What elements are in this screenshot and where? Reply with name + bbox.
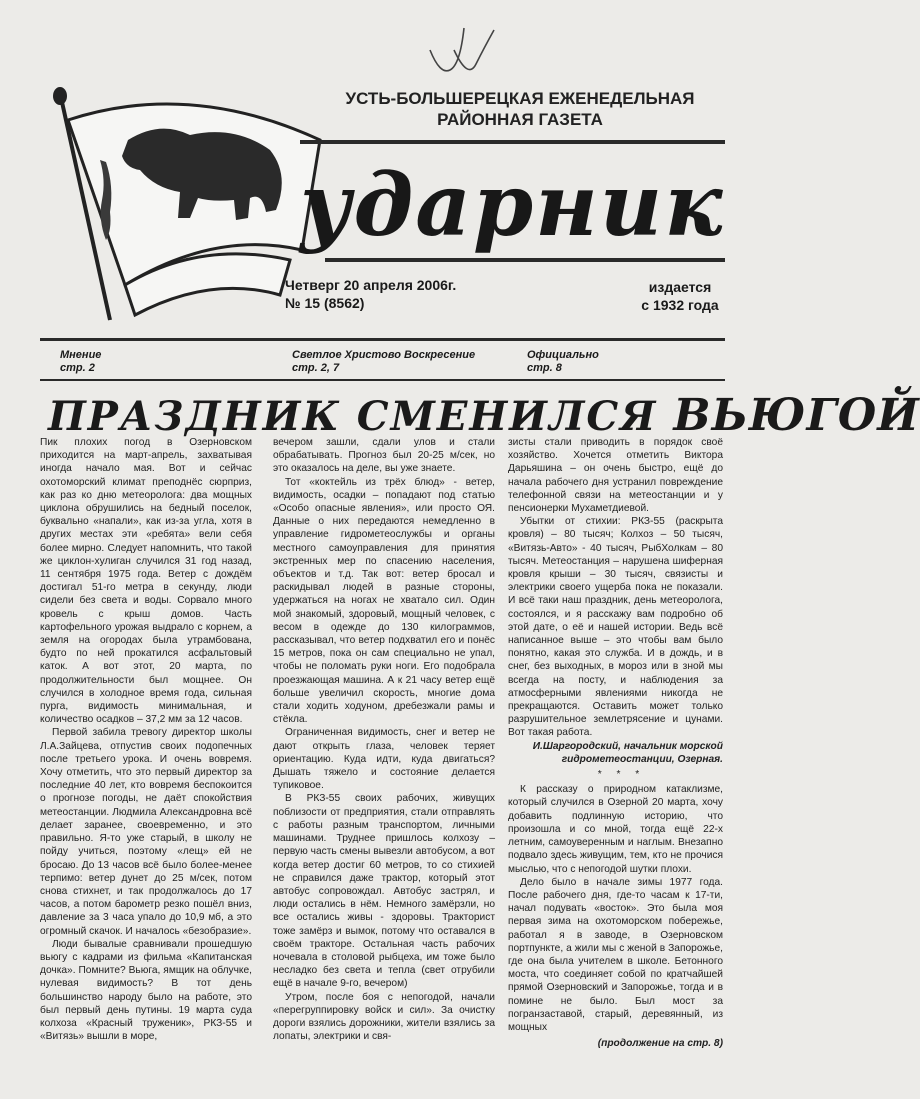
handwritten-mark — [420, 20, 500, 80]
article-column-3 — [508, 436, 723, 1050]
teaser-page: стр. 2, 7 — [292, 362, 340, 374]
headline-part2: ВЬЮГОЙ — [673, 390, 920, 441]
paragraph: зисты стали приводить в порядок своё хозяйство. Хочется отметить Виктора Дарьяшина – он очень быстро, ещё до начала рабочего дня устранил повреждение телефонной связи на метеостанции и у пенсионерки Мухаметдиевой. — [508, 437, 723, 515]
paragraph: Первой забила тревогу директор школы Л.А.Зайцева, отпустив своих подопечных после третьего урока. И очень вовремя. Хочу отметить, что это первый директор за последние 40 лет, кто вовремя беспокоится о прогнозе погоды, не даёт спокойствия метеостанции. Людмила Александровна всё делает заранее, своевременно, и это правильно. Я-то уже старый, в школу не пойду учиться, поэтому «лещ» ей не бросаю. До 13 часов всё было более-менее терпимо: ветер дунет до 25 м/сек, потом снова стихнет, и так продолжалось до 17 часов, а потом барометр резко пошёл вниз, давление за 3 часа упало до 10,9 мб, а это огромный скачок. И началось «безобразие». — [40, 727, 252, 937]
since-line1: издается — [648, 279, 712, 295]
teaser-rule-bottom — [40, 379, 725, 381]
teaser-page: стр. 8 — [527, 362, 562, 374]
teaser-opinion[interactable] — [60, 349, 101, 375]
masthead-rule-bottom — [325, 258, 725, 262]
issue-number: № 15 (8562) — [285, 295, 365, 311]
issue-date: Четверг 20 апреля 2006г. — [285, 277, 457, 293]
teaser-easter[interactable] — [292, 349, 475, 375]
teaser-official[interactable] — [527, 349, 599, 375]
paragraph: Люди бывалые сравнивали прошедшую вьюгу с кадрами из фильма «Капитанская дочка». Помните? Вьюга, ямщик на облучке, нулевая видимость? В тот день большинство народу было на работе, это был первый день путины. 19 марта суда колхоза «Красный труженик», РКЗ-55 и «Витязь» вышли в море, — [40, 938, 252, 1043]
teaser-rule-top — [40, 338, 725, 341]
publication-subtitle-line1: УСТЬ-БОЛЬШЕРЕЦКАЯ ЕЖЕНЕДЕЛЬНАЯ — [345, 89, 695, 108]
author-signature: И.Шаргородский, начальник морской гидрометеостанции, Озерная. — [532, 740, 723, 765]
paragraph: Убытки от стихии: РКЗ-55 (раскрыта кровля) – 80 тысяч; Колхоз – 50 тысяч, «Витязь-Авто» - 40 тысяч, РыбХолкам – 80 тысяч. Метеостанция – нарушена шиферная кровля крыши – 30 тысяч, связисты и электрики своего ущерба пока не показали. И всё таки наш праздник, день метеоролога, состоялся, и я расскажу вам подробно об этой дате, о её и нашей истории. Ведь всё написанное выше – это чтобы вам было понятно, какая это служба. И в дождь, и в снег, без выходных, в мороз или в зной мы всегда на посту, и наблюдения за атмосферными явлениями никогда не прекращаются. Оставить может только разрушительное землетрясение и цунами. Вот такая работа. — [508, 516, 723, 739]
teaser-title: Официально — [527, 349, 599, 361]
paragraph: Дело было в начале зимы 1977 года. После рабочего дня, где-то часам к 17-ти, начал подувать «восток». Это была моя первая зима на охотоморском побережье, работал я в заводе, в Озерновском портпункте, а жили мы с женой в Запорожье, где она была учителем в школе. Бетонного моста, что соединяет собой по кратчайшей прямой Озерновский и Запорожье, тогда и в помине не было. Был мост за погранзаставой, старый, деревянный, из мощных — [508, 876, 723, 1033]
issue-info — [285, 276, 456, 312]
newspaper-title: ударник — [300, 155, 725, 256]
article-headline — [48, 390, 920, 442]
paragraph: Ограниченная видимость, снег и ветер не дают открыть глаза, человек теряет ориентацию. Куда идти, куда двигаться? Дышать тяжело и состояние делается тупиковое. — [273, 727, 495, 792]
publication-subtitle-line2: РАЙОННАЯ ГАЗЕТА — [437, 110, 603, 129]
article-column-2 — [273, 436, 495, 1043]
paragraph: вечером зашли, сдали улов и стали обрабатывать. Прогноз был 20-25 м/сек, но это оказалось на деле, вы уже знаете. — [273, 437, 495, 475]
paragraph: Тот «коктейль из трёх блюд» - ветер, видимость, осадки – попадают под статью «Особо опасные явления», или просто ОЯ. Данные о них передаются немедленно в управление гидрометеослужбы и органы местного самоуправления для принятия экстренных мер по спасению населения, объектов и т.д. Так вот: ветер бросал и раскидывал людей в разные стороны, удержаться на ногах не хватало сил. Один мой знакомый, здоровый, мощный человек, с весом в одежде до 130 килограммов, рассказывал, что ветер подхватил его и понёс 15 метров, пока он сам специально не упал, чтобы не поломать руки ноги. Его подобрала проезжающая машина. А к 21 часу ветер ещё больше увеличил скорость, многие дома стали ходить ходуном, дребезжали рамы и стёкла. — [273, 476, 495, 726]
teaser-title: Светлое Христово Воскресение — [292, 349, 476, 361]
paragraph: Пик плохих погод в Озерновском приходится на март-апрель, захватывая иногда начало мая. Вот и сейчас охотоморский климат преподнёс сюрприз, как раз ко дню метеоролога: два мощных циклона обрушились на бедный поселок, буквально «напали», как из-за угла, хотя в других местах эти «ребята» вели себя более мирно. Следует напомнить, что такой же циклон-хулиган случился 31 год назад, 11 сентября 1975 года. Ветер с дождём достигал 51-го метра в секунду, люди сидели без света и воды. Сорвало много кровель с крыш домов. Часть картофельного урожая выдрало с корнем, а земля на огородах была утрамбована, будто по ней прокатился асфальтовый каток. А вот этот, 20 марта, по продолжительности был мощнее. Он случился в холодное время года, сильная пурга, видимость минимальная, и количество осадков – 37,2 мм за 12 часов. — [40, 437, 252, 726]
since-info — [630, 278, 730, 314]
continued-link[interactable]: (продолжение на стр. 8) — [597, 1038, 723, 1050]
publication-subtitle — [300, 88, 740, 130]
article-column-1 — [40, 436, 252, 1043]
paragraph: В РКЗ-55 своих рабочих, живущих поблизости от предприятия, стали отправлять с работы разным транспортом, личными машинами. Труднее пришлось колхозу – первую часть смены вывезли автобусом, а вот когда ветер достиг 60 метров, то со стихией не справился даже трактор, который этот автобус сопровождал. Автобус застрял, и люди остались в нём. Немного замёрзли, но все остались живы - здоровы. Тракторист тоже замёрз и вымок, потому что оставался в своём тракторе. Остальная часть рабочих ночевала в столовой рыбцеха, им тоже было несладко без света и тепла (свет отрубили ещё в начале 9-го, вечером) — [273, 793, 495, 990]
teaser-title: Мнение — [60, 349, 102, 361]
masthead-rule-top — [300, 140, 725, 144]
section-divider: * * * — [597, 769, 646, 781]
teaser-page: стр. 2 — [60, 362, 95, 374]
paragraph: Утром, после боя с непогодой, начали «перегруппировку войск и сил». За очистку дороги взялись дорожники, жители взялись за лопаты, электрики и свя- — [273, 991, 495, 1043]
since-line2: с 1932 года — [641, 297, 719, 313]
paragraph: К рассказу о природном катаклизме, который случился в Озерной 20 марта, хочу добавить подлинную историю, что произошла и со мной, тогда ещё 22-х летним, самоуверенным и наглым. Внезапно подвало здесь живущим, тем, кто не прочися мыслью, что с непогодой шутки плохи. — [508, 784, 723, 875]
headline-part1: ПРАЗДНИК СМЕНИЛСЯ — [48, 393, 658, 440]
